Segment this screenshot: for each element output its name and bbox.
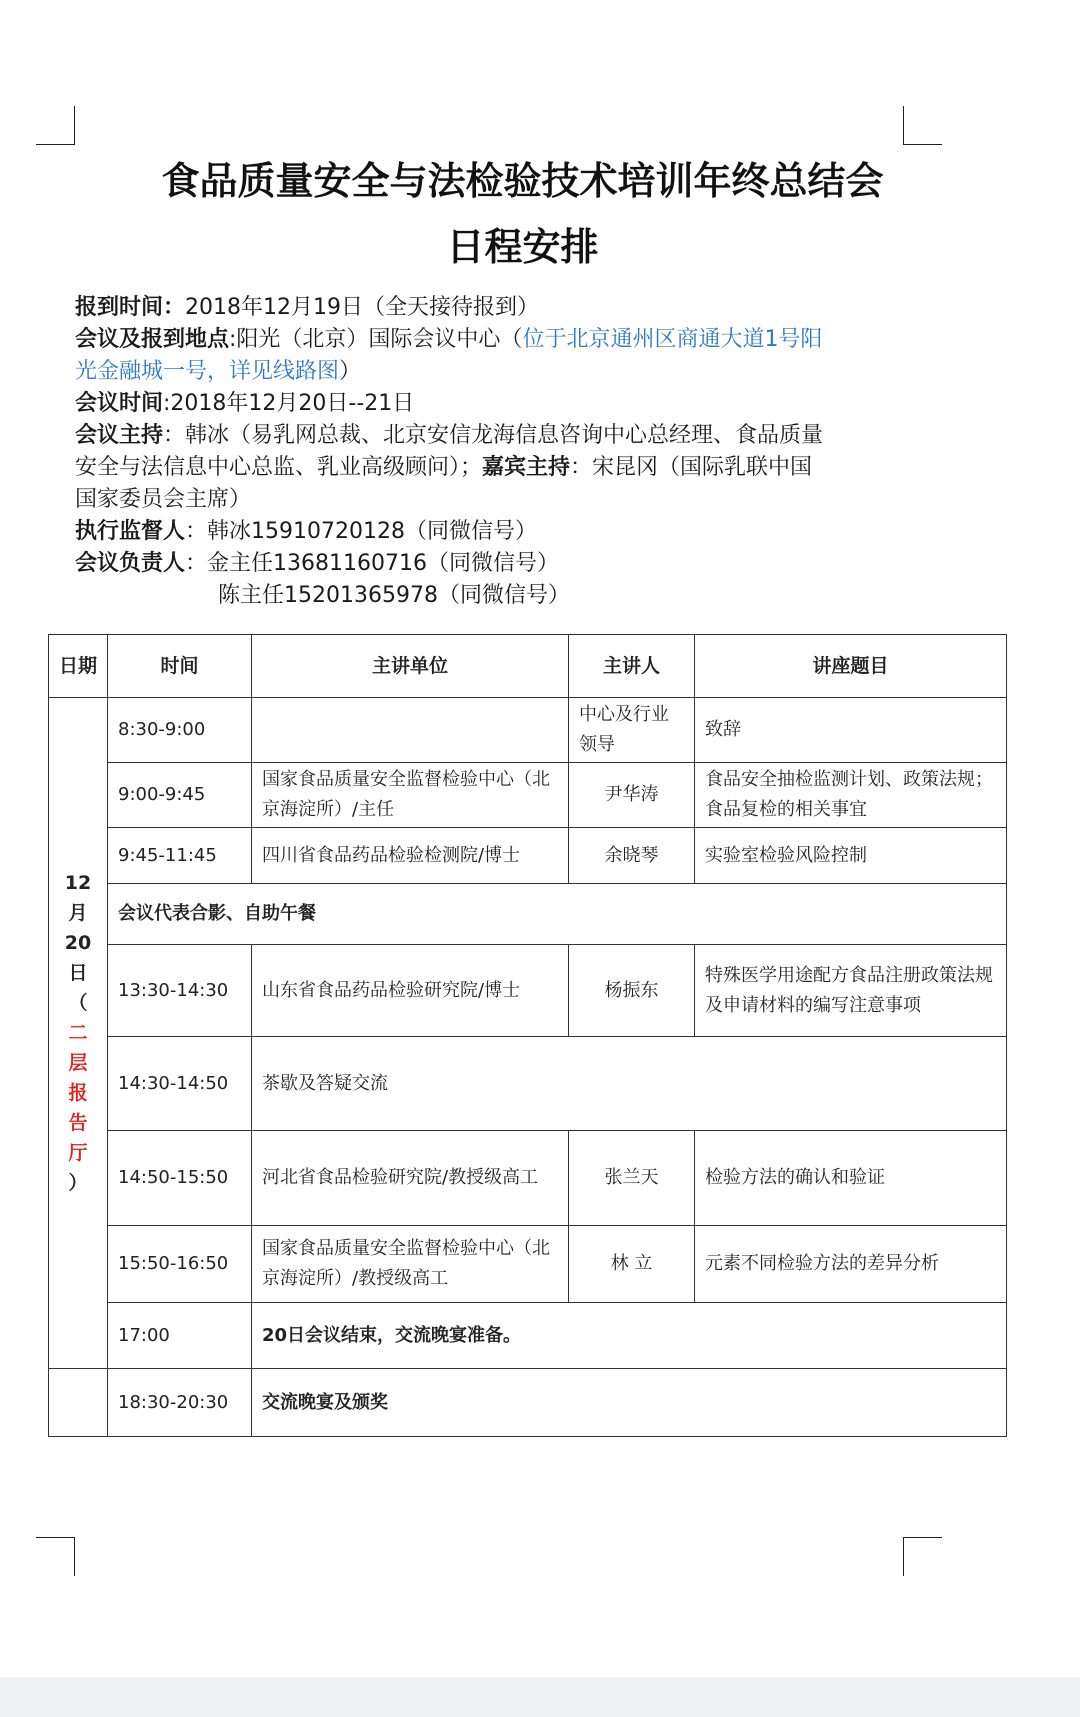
checkin-line: 报到时间：2018年12月19日（全天接待报到）	[75, 295, 539, 320]
time-cell: 9:45-11:45	[108, 828, 252, 884]
time-cell: 13:30-14:30	[108, 945, 252, 1037]
table-row	[49, 1131, 1007, 1226]
host-line: 会议主持：韩冰（易乳网总裁、北京安信龙海信息咨询中心总经理、食品质量	[75, 423, 824, 448]
manager-line-2: 陈主任15201365978（同微信号）	[218, 583, 570, 608]
unit-cell: 国家食品质量安全监督检验中心（北京海淀所）/教授级高工	[252, 1226, 569, 1303]
unit-cell: 山东省食品药品检验研究院/博士	[252, 945, 569, 1037]
time-cell: 15:50-16:50	[108, 1226, 252, 1303]
topic-cell: 食品安全抽检监测计划、政策法规；食品复检的相关事宜	[695, 763, 1007, 828]
time-cell: 17:00	[108, 1303, 252, 1369]
speaker-cell: 张兰天	[569, 1131, 695, 1226]
venue-line-2: 光金融城一号，详见线路图）	[75, 359, 362, 384]
topic-cell: 实验室检验风险控制	[695, 828, 1007, 884]
lunch-break-cell: 会议代表合影、自助午餐	[108, 884, 1007, 945]
unit-cell: 四川省食品药品检验检测院/博士	[252, 828, 569, 884]
document-title: 食品质量安全与法检验技术培训年终总结会	[161, 159, 884, 203]
banquet-cell: 交流晚宴及颁奖	[252, 1369, 1007, 1437]
tea-break-cell: 茶歇及答疑交流	[252, 1037, 1007, 1131]
document-subtitle: 日程安排	[446, 225, 599, 269]
header-date: 日期	[49, 635, 108, 698]
table-row	[49, 698, 1007, 763]
table-row	[49, 1037, 1007, 1131]
time-cell: 18:30-20:30	[108, 1369, 252, 1437]
empty-date-cell	[49, 1369, 108, 1437]
time-cell: 9:00-9:45	[108, 763, 252, 828]
header-speaker: 主讲人	[569, 635, 695, 698]
speaker-cell: 杨振东	[569, 945, 695, 1037]
table-row	[49, 1369, 1007, 1437]
meeting-info	[75, 292, 905, 612]
schedule-table	[48, 634, 1007, 1437]
speaker-cell: 林 立	[569, 1226, 695, 1303]
host-line-2: 安全与法信息中心总监、乳业高级顾问）；嘉宾主持：宋昆冈（国际乳联中国	[75, 455, 813, 480]
unit-cell: 国家食品质量安全监督检验中心（北京海淀所）/主任	[252, 763, 569, 828]
crop-mark-top-left	[36, 106, 75, 145]
header-time: 时间	[108, 635, 252, 698]
venue-address-link[interactable]: 位于北京通州区商通大道1号阳	[522, 327, 823, 352]
table-row	[49, 1226, 1007, 1303]
crop-mark-bottom-left	[36, 1537, 75, 1576]
date-cell: 12 月 20 日 （ 二 层 报 告 厅 ）	[49, 698, 108, 1369]
bottom-strip	[0, 1677, 1080, 1717]
table-row	[49, 945, 1007, 1037]
venue-line: 会议及报到地点:阳光（北京）国际会议中心（位于北京通州区商通大道1号阳	[75, 327, 823, 352]
speaker-cell: 余晓琴	[569, 828, 695, 884]
speaker-cell: 中心及行业领导	[569, 698, 695, 763]
time-cell: 8:30-9:00	[108, 698, 252, 763]
topic-cell: 特殊医学用途配方食品注册政策法规及申请材料的编写注意事项	[695, 945, 1007, 1037]
manager-line: 会议负责人：金主任13681160716（同微信号）	[75, 551, 559, 576]
header-topic: 讲座题目	[695, 635, 1007, 698]
table-row	[49, 884, 1007, 945]
table-row	[49, 1303, 1007, 1369]
topic-cell: 致辞	[695, 698, 1007, 763]
supervisor-line: 执行监督人：韩冰15910720128（同微信号）	[75, 519, 537, 544]
route-map-link[interactable]: 光金融城一号，详见线路图	[75, 359, 340, 384]
header-unit: 主讲单位	[252, 635, 569, 698]
table-header-row	[49, 635, 1007, 698]
unit-cell: 河北省食品检验研究院/教授级高工	[252, 1131, 569, 1226]
topic-cell: 检验方法的确认和验证	[695, 1131, 1007, 1226]
time-cell: 14:30-14:50	[108, 1037, 252, 1131]
table-row	[49, 828, 1007, 884]
crop-mark-bottom-right	[903, 1537, 942, 1576]
table-row	[49, 763, 1007, 828]
guest-line-2: 国家委员会主席）	[75, 487, 252, 512]
time-cell: 14:50-15:50	[108, 1131, 252, 1226]
meeting-time-line: 会议时间:2018年12月20日--21日	[75, 391, 415, 416]
day-end-cell: 20日会议结束，交流晚宴准备。	[252, 1303, 1007, 1369]
topic-cell: 元素不同检验方法的差异分析	[695, 1226, 1007, 1303]
unit-cell	[252, 698, 569, 763]
crop-mark-top-right	[903, 106, 942, 145]
speaker-cell: 尹华涛	[569, 763, 695, 828]
